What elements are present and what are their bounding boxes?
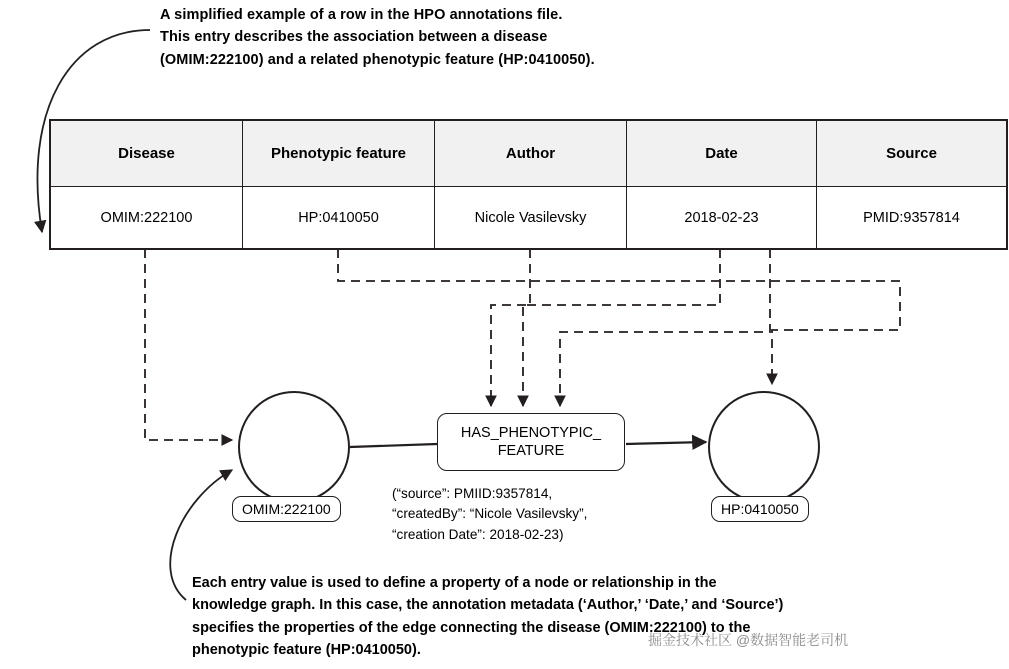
cell-disease: OMIM:222100 — [51, 187, 243, 249]
cell-date: 2018-02-23 — [627, 187, 817, 249]
edge-line-right — [626, 442, 706, 444]
dashed-date-to-edge — [523, 249, 720, 406]
hpo-annotation-table — [49, 119, 1008, 250]
column-header-disease: Disease — [51, 121, 243, 187]
edge-property-creation-date: “creation Date”: 2018-02-23) — [392, 526, 564, 542]
disease-node-label: OMIM:222100 — [232, 496, 341, 522]
bottom-annotation-line-1: Each entry value is used to define a property of a node or relationship in the — [192, 575, 717, 591]
top-annotation — [160, 4, 780, 71]
disease-node-circle — [238, 391, 350, 503]
edge-label-line-1: HAS_PHENOTYPIC_ — [460, 424, 602, 441]
cell-phenotypic-feature: HP:0410050 — [243, 187, 435, 249]
top-annotation-line-1: A simplified example of a row in the HPO annotations file. — [160, 7, 563, 23]
dashed-author-to-edge — [491, 249, 530, 406]
edge-properties-text — [392, 484, 692, 545]
watermark-text: 掘金技术社区 @数据智能老司机 — [648, 632, 849, 648]
cell-source: PMID:9357814 — [817, 187, 1007, 249]
edge-property-source: (“source”: PMIID:9357814, — [392, 486, 553, 501]
column-header-date: Date — [627, 121, 817, 187]
bottom-annotation-line-4: phenotypic feature (HP:0410050). — [192, 642, 421, 659]
relationship-edge-box — [437, 413, 625, 471]
phenotype-node-label: HP:0410050 — [711, 496, 809, 522]
table-header-row — [51, 121, 1007, 187]
edge-line-left — [350, 444, 437, 447]
phenotype-node-circle — [708, 391, 820, 503]
column-header-author: Author — [435, 121, 627, 187]
bottom-annotation-line-3: specifies the properties of the edge connecting the disease (OMIM:222100) to the — [192, 619, 751, 636]
dashed-source-to-edge — [560, 249, 770, 406]
edge-property-created-by: “createdBy”: “Nicole Vasilevsky”, — [392, 506, 588, 522]
table-row — [51, 187, 1007, 249]
edge-label-line-2: FEATURE — [497, 443, 565, 459]
top-annotation-line-3: (OMIM:222100) and a related phenotypic feature (HP:0410050). — [160, 51, 595, 68]
dashed-disease-to-node — [145, 249, 232, 440]
top-annotation-line-2: This entry describes the association between a disease — [160, 29, 548, 46]
column-header-phenotypic-feature: Phenotypic feature — [243, 121, 435, 187]
bottom-annotation-line-2: knowledge graph. In this case, the annotation metadata (‘Author,’ ‘Date,’ and ‘Source’) — [192, 597, 784, 614]
dashed-phenotype-to-node — [338, 249, 900, 384]
column-header-source: Source — [817, 121, 1007, 187]
cell-author: Nicole Vasilevsky — [435, 187, 627, 249]
